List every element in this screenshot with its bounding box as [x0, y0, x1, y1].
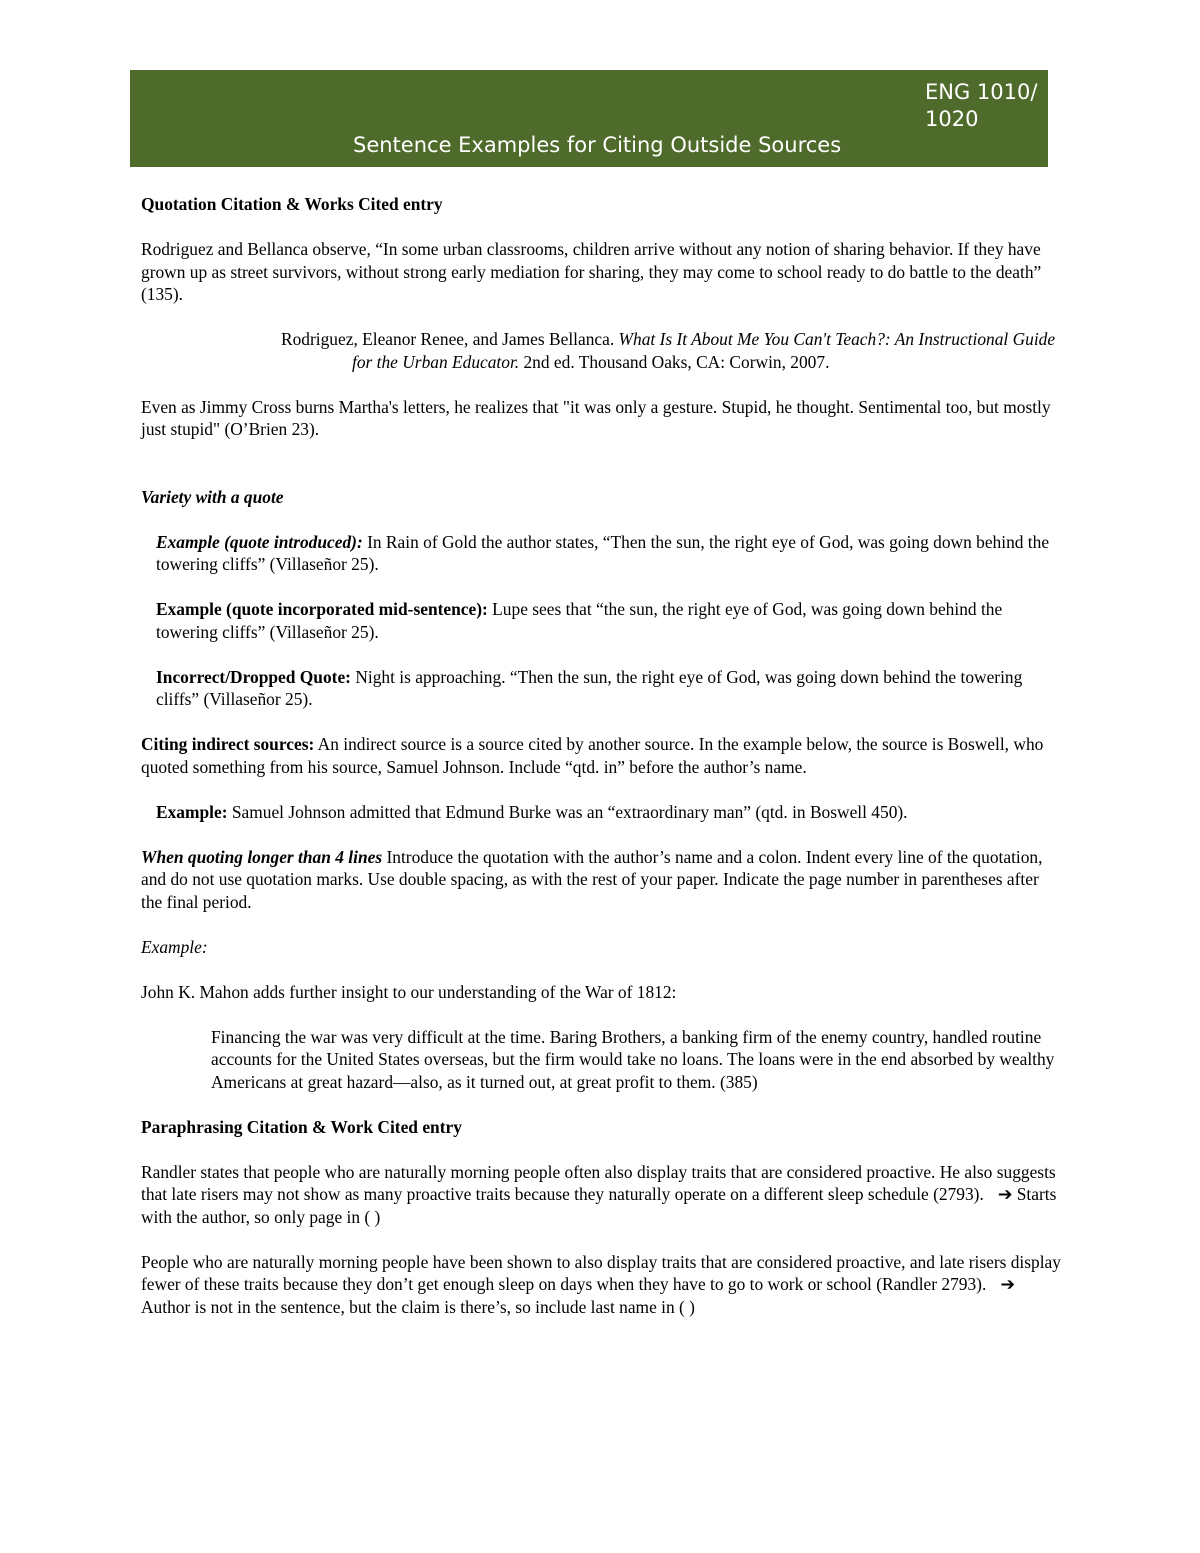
- example-label: Example (quote introduced):: [156, 531, 363, 552]
- block-quote: Financing the war was very difficult at the time. Baring Brothers, a banking firm of the enemy country, handled routine accounts for the United States overseas, but the firm would take no loans. The loans were in the end absorbed by wealthy Americans at great hazard—also, as it turned out, at great profit to them. (385): [211, 1026, 1055, 1092]
- arrow-note: ➔ Starts with the author, so only page in ( ): [141, 1184, 1057, 1227]
- section-heading-quotation: Quotation Citation & Works Cited entry: [141, 194, 443, 214]
- arrow-note: ➔ Author is not in the sentence, but the claim is there’s, so include last name in ( ): [141, 1274, 1015, 1317]
- long-quote-example-label: Example:: [141, 936, 208, 957]
- indirect-label: Citing indirect sources:: [141, 734, 315, 754]
- indirect-example: Example: Samuel Johnson admitted that Edmund Burke was an “extraordinary man” (qtd. in Boswell 450).: [156, 801, 908, 822]
- example-label: Incorrect/Dropped Quote:: [156, 666, 351, 687]
- randler-paragraph-2: People who are naturally morning people have been shown to also display traits that are considered proactive, and late risers display fewer of these traits because they don’t get enough sleep on days when they have to go to work or school (Randler 2793). ➔ Author is not in the sentence, but the claim is there’s, so include last name in ( ): [141, 1251, 1061, 1317]
- mahon-intro: John K. Mahon adds further insight to our understanding of the War of 1812:: [141, 981, 677, 1002]
- course-code: ENG 1010/1020: [925, 80, 1038, 131]
- header-band: [130, 70, 1048, 167]
- wc-authors: Rodriguez, Eleanor Renee, and James Bellanca.: [281, 329, 619, 349]
- long-quote-paragraph: When quoting longer than 4 lines Introduce the quotation with the author’s name and a colon. Indent every line of the quotation, and do not use quotation marks. Use double spacing, as with the rest of your paper. Indicate the page number in parentheses after the final period.: [141, 846, 1043, 912]
- works-cited-entry: [281, 328, 1061, 373]
- obrien-paragraph: Even as Jimmy Cross burns Martha's letters, he realizes that "it was only a gesture. Stupid, he thought. Sentimental too, but mostly just stupid" (O’Brien 23).: [141, 396, 1051, 439]
- randler-paragraph-1: Randler states that people who are naturally morning people often also display traits that are considered proactive. He also suggests that late risers may not show as many proactive traits because they naturally operate on a different sleep schedule (2793). ➔ Starts with the author, so only page in ( ): [141, 1161, 1057, 1227]
- document-body: [141, 193, 1061, 1318]
- example-quote-introduced: Example (quote introduced): In Rain of Gold the author states, “Then the sun, the right eye of God, was going down behind the towering cliffs” (Villaseñor 25).: [156, 531, 1050, 574]
- section-heading-variety: Variety with a quote: [141, 486, 284, 507]
- document-title: Sentence Examples for Citing Outside Sources: [353, 133, 842, 157]
- example-label: Example (quote incorporated mid-sentence):: [156, 599, 488, 619]
- example-dropped-quote: Incorrect/Dropped Quote: Night is approaching. “Then the sun, the right eye of God, was going down behind the towering cliffs” (Villaseñor 25).: [156, 666, 1023, 709]
- rodriguez-paragraph: Rodriguez and Bellanca observe, “In some urban classrooms, children arrive without any notion of sharing behavior. If they have grown up as street survivors, without strong early mediation for sharing, they may come to school ready to do battle to the death” (135).: [141, 239, 1042, 304]
- wc-publication: 2nd ed. Thousand Oaks, CA: Corwin, 2007.: [519, 351, 830, 372]
- wc-title: What Is It About Me You Can't Teach?: An Instructional Guide for the Urban Educator.: [352, 329, 1056, 372]
- section-heading-paraphrase: Paraphrasing Citation & Work Cited entry: [141, 1116, 462, 1137]
- example-label: Example:: [156, 801, 228, 822]
- indirect-sources-paragraph: Citing indirect sources: An indirect source is a source cited by another source. In the example below, the source is Boswell, who quoted something from his source, Samuel Johnson. Include “qtd. in” before the author’s name.: [141, 734, 1044, 777]
- long-quote-label: When quoting longer than 4 lines: [141, 846, 383, 867]
- example-quote-mid-sentence: Example (quote incorporated mid-sentence): Lupe sees that “the sun, the right eye of God, was going down behind the towering cliffs” (Villaseñor 25).: [156, 599, 1003, 642]
